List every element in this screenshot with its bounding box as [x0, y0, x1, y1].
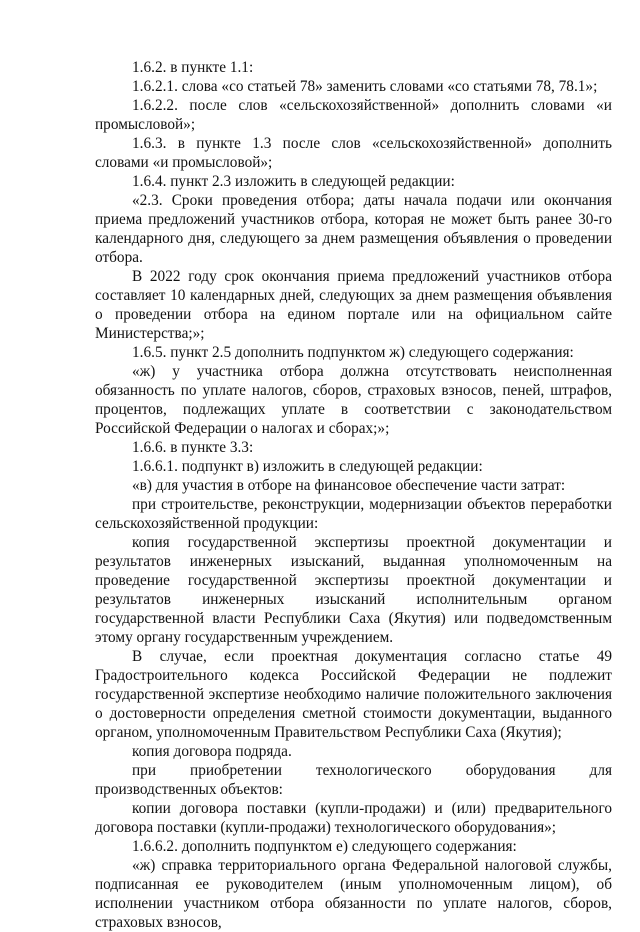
paragraph: при приобретении технологического оборудования для производственных объектов: [95, 762, 612, 798]
paragraph: 1.6.4. пункт 2.3 изложить в следующей редакции: [132, 173, 455, 190]
paragraph: 1.6.2. в пункте 1.1: [132, 59, 254, 76]
paragraph: 1.6.6.1. подпункт в) изложить в следующей редакции: [132, 458, 483, 475]
paragraph: 1.6.2.2. после слов «сельскохозяйственной» дополнить словами «и промысловой»; [95, 97, 612, 133]
paragraph: 1.6.3. в пункте 1.3 после слов «сельскохозяйственной» дополнить словами «и промысловой»; [95, 135, 612, 171]
paragraph: 1.6.6.2. дополнить подпунктом е) следующего содержания: [132, 838, 517, 855]
paragraph: «ж) у участника отбора должна отсутствовать неисполненная обязанность по уплате налогов, сборов, страховых взносов, пеней, штрафов, процентов, подлежащих уплате в соответствии с законодательством Российской Федерации о налогах и сборах;»; [95, 363, 612, 437]
document-page [95, 58, 612, 932]
paragraph: копия государственной экспертизы проектной документации и результатов инженерных изысканий, выданная уполномоченным на проведение государственной экспертизы проектной документации и результатов инженерных изысканий исполнительным органом государственной власти Республики Саха (Якутия) или подведомственным этому органу государственным учреждением. [95, 534, 612, 646]
paragraph: В случае, если проектная документация согласно статье 49 Градостроительного кодекса Российской Федерации не подлежит государственной экспертизе необходимо наличие положительного заключения о достоверности определения сметной стоимости документации, выданного органом, уполномоченным Правительством Республики Саха (Якутия); [95, 648, 612, 741]
paragraph: при строительстве, реконструкции, модернизации объектов переработки сельскохозяйственной продукции: [95, 496, 612, 532]
paragraph: 1.6.6. в пункте 3.3: [132, 439, 254, 456]
paragraph: «2.3. Сроки проведения отбора; даты начала подачи или окончания приема предложений участников отбора, которая не может быть ранее 30-го календарного дня, следующего за днем размещения объявления о проведении отбора. [95, 192, 612, 266]
paragraph: копии договора поставки (купли-продажи) и (или) предварительного договора поставки (купли-продажи) технологического оборудования»; [95, 800, 612, 836]
paragraph: 1.6.2.1. слова «со статьей 78» заменить словами «со статьями 78, 78.1»; [132, 78, 598, 95]
paragraph: В 2022 году срок окончания приема предложений участников отбора составляет 10 календарных дней, следующих за днем размещения объявления о проведении отбора на едином портале или на официальном сайте Министерства;»; [95, 268, 612, 342]
paragraph: копия договора подряда. [132, 743, 292, 760]
paragraph: «в) для участия в отборе на финансовое обеспечение части затрат: [132, 477, 566, 494]
paragraph: 1.6.5. пункт 2.5 дополнить подпунктом ж) следующего содержания: [132, 344, 574, 361]
paragraph: «ж) справка территориального органа Федеральной налоговой службы, подписанная ее руководителем (иным уполномоченным лицом), об исполнении участником отбора обязанности по уплате налогов, сборов, страховых взносов, [95, 857, 612, 931]
